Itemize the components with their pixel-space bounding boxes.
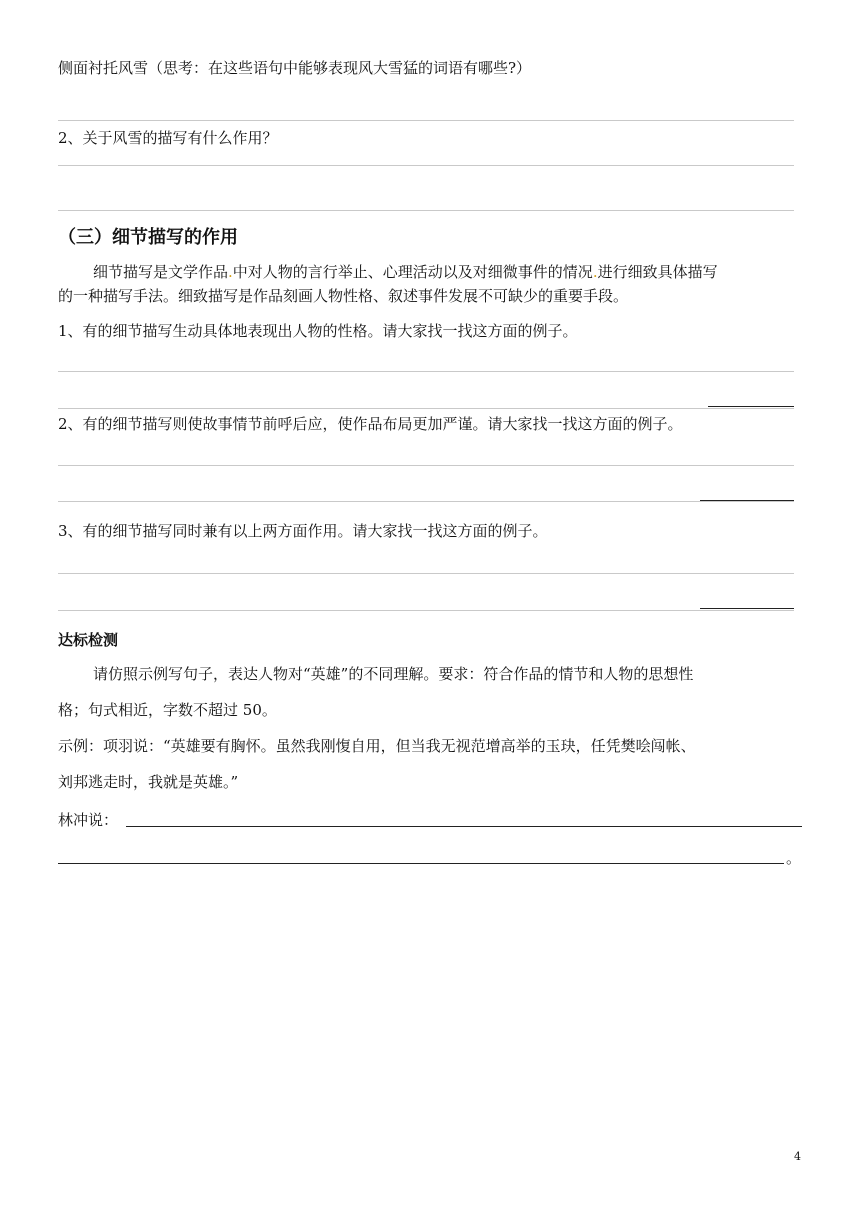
answer-line[interactable] xyxy=(58,371,794,372)
paragraph-line-1: 细节描写是文学作品.中对人物的言行举止、心理活动以及对细微事件的情况.进行细致具体描写 xyxy=(93,263,718,281)
paragraph-line-2: 的一种描写手法。细致描写是作品刻画人物性格、叙述事件发展不可缺少的重要手段。 xyxy=(58,287,629,305)
answer-line[interactable] xyxy=(58,465,794,466)
answer-line-end xyxy=(700,608,794,609)
answer-line-end xyxy=(708,406,794,407)
answer-line[interactable] xyxy=(58,501,794,502)
question-wind-snow: 2、关于风雪的描写有什么作用？ xyxy=(58,129,278,147)
task-line-1: 请仿照示例写句子，表达人物对“英雄”的不同理解。要求：符合作品的情节和人物的思想性 xyxy=(93,665,694,683)
example-line-1: 示例：项羽说：“英雄要有胸怀。虽然我刚愎自用，但当我无视范增高举的玉玦，任凭樊哙闯帐、 xyxy=(58,737,696,755)
answer-line-end xyxy=(700,500,794,501)
section-heading: （三）细节描写的作用 xyxy=(58,227,238,248)
check-heading: 达标检测 xyxy=(58,631,119,649)
example-line-2: 刘邦逃走时，我就是英雄。” xyxy=(58,773,239,791)
end-mark: 。 xyxy=(786,849,802,867)
answer-line[interactable] xyxy=(58,120,794,121)
question-3: 3、有的细节描写同时兼有以上两方面作用。请大家找一找这方面的例子。 xyxy=(58,522,548,540)
question-1: 1、有的细节描写生动具体地表现出人物的性格。请大家找一找这方面的例子。 xyxy=(58,322,578,340)
intro-line: 侧面衬托风雪（思考：在这些语句中能够表现风大雪猛的词语有哪些?） xyxy=(58,59,532,77)
answer-line[interactable] xyxy=(58,210,794,211)
answer-line[interactable] xyxy=(58,408,794,409)
lin-chong-answer-line[interactable] xyxy=(126,826,802,827)
answer-line[interactable] xyxy=(58,573,794,574)
page-number: 4 xyxy=(794,1150,801,1163)
answer-line[interactable] xyxy=(58,165,794,166)
lin-chong-label: 林冲说： xyxy=(58,811,119,829)
question-2: 2、有的细节描写则使故事情节前呼后应，使作品布局更加严谨。请大家找一找这方面的例子。 xyxy=(58,415,683,433)
task-line-2: 格；句式相近，字数不超过 50。 xyxy=(58,701,277,719)
answer-line[interactable] xyxy=(58,610,794,611)
lin-chong-answer-line-2[interactable] xyxy=(58,863,784,864)
